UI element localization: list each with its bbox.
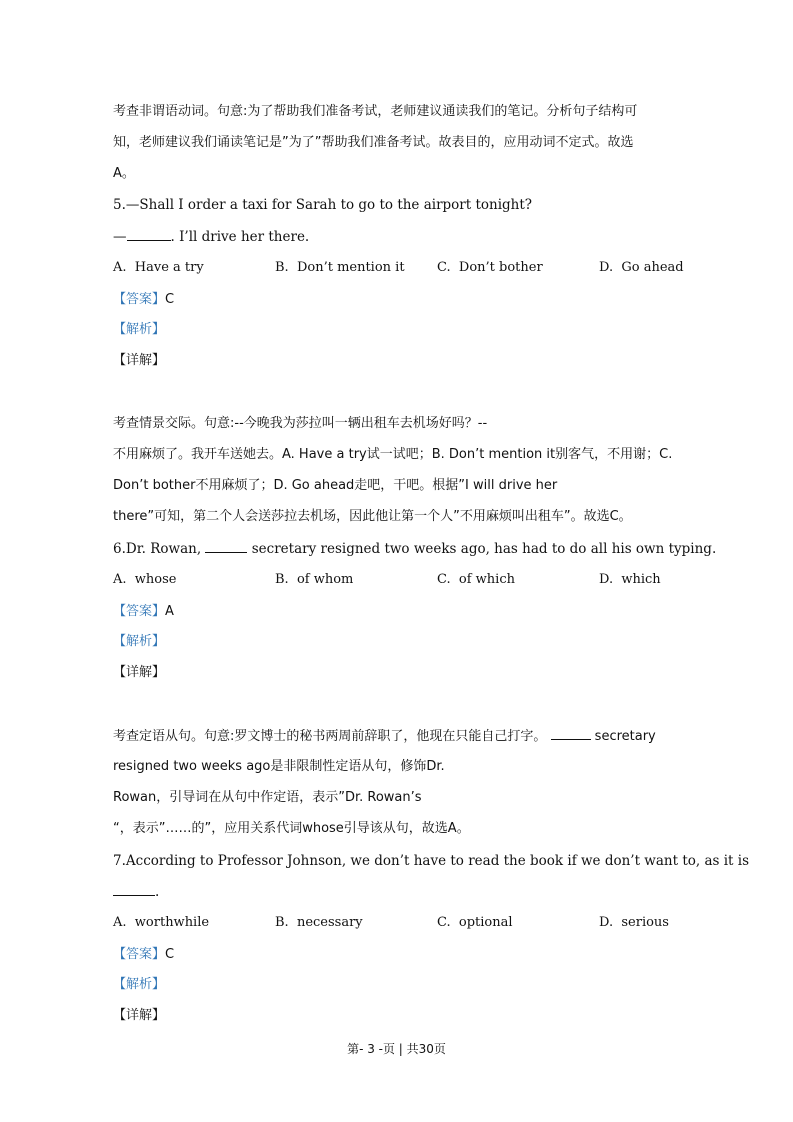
q5-answer: 【答案】C bbox=[113, 292, 175, 307]
q5-option-c: C. Don’t bother bbox=[437, 260, 543, 275]
q6-option-a: A. whose bbox=[113, 572, 177, 587]
q6-detail-label: 【详解】 bbox=[113, 665, 166, 680]
question-6-stem: 6.Dr. Rowan, secretary resigned two weeks ago, has had to do all his own typing. bbox=[113, 541, 717, 557]
q6-option-d: D. which bbox=[599, 572, 661, 587]
q6-option-c: C. of which bbox=[437, 572, 515, 587]
answer-blank bbox=[127, 228, 171, 241]
q5-explanation-line: Don’t bother不用麻烦了；D. Go ahead走吧，干吧。根据”I will drive her bbox=[113, 478, 558, 493]
q7-option-d: D. serious bbox=[599, 915, 669, 930]
q7-option-a: A. worthwhile bbox=[113, 915, 210, 930]
question-7-blank-line: . bbox=[113, 883, 159, 901]
answer-blank bbox=[113, 883, 155, 896]
q5-detail-label: 【详解】 bbox=[113, 353, 166, 368]
q4-explanation-line: 考查非谓语动词。句意:为了帮助我们准备考试，老师建议通读我们的笔记。分析句子结构可 bbox=[113, 104, 638, 119]
q7-answer: 【答案】C bbox=[113, 947, 175, 962]
q7-detail-label: 【详解】 bbox=[113, 1008, 166, 1023]
q5-explanation-line: 考查情景交际。句意:--今晚我为莎拉叫一辆出租车去机场好吗？-- bbox=[113, 416, 488, 431]
q6-explanation-line: “，表示”……的”，应用关系代词whose引导该从句，故选A。 bbox=[113, 821, 470, 836]
q6-explanation-line: Rowan，引导词在从句中作定语，表示”Dr. Rowan’s bbox=[113, 790, 422, 805]
q6-answer: 【答案】A bbox=[113, 604, 174, 619]
page-footer: 第- 3 -页 | 共30页 bbox=[347, 1042, 446, 1056]
q4-explanation-line: A。 bbox=[113, 166, 135, 181]
q5-option-b: B. Don’t mention it bbox=[275, 260, 405, 275]
q5-option-a: A. Have a try bbox=[113, 260, 204, 275]
q6-analysis-label: 【解析】 bbox=[113, 634, 166, 649]
q6-explanation-line: resigned two weeks ago是非限制性定语从句，修饰Dr. bbox=[113, 759, 445, 774]
q4-explanation-line: 知，老师建议我们诵读笔记是”为了”帮助我们准备考试。故表目的，应用动词不定式。故选 bbox=[113, 135, 634, 150]
reply-dash: — bbox=[113, 229, 127, 245]
q7-option-c: C. optional bbox=[437, 915, 513, 930]
q5-option-d: D. Go ahead bbox=[599, 260, 684, 275]
question-7-stem: 7.According to Professor Johnson, we don’t have to read the book if we don’t want to, as it is bbox=[113, 853, 750, 869]
q6-explanation-line: 考查定语从句。句意:罗文博士的秘书两周前辞职了，他现在只能自己打字。 secretary bbox=[113, 729, 656, 744]
answer-blank bbox=[551, 727, 591, 740]
q5-explanation-line: 不用麻烦了。我开车送她去。A. Have a try试一试吧；B. Don’t mention it别客气，不用谢；C. bbox=[113, 447, 673, 462]
reply-text: . I’ll drive her there. bbox=[170, 229, 310, 245]
q7-option-b: B. necessary bbox=[275, 915, 363, 930]
q5-analysis-label: 【解析】 bbox=[113, 322, 166, 337]
question-5-stem: 5.—Shall I order a taxi for Sarah to go to the airport tonight? bbox=[113, 197, 533, 213]
q7-analysis-label: 【解析】 bbox=[113, 977, 166, 992]
question-5-reply bbox=[113, 228, 309, 246]
q6-option-b: B. of whom bbox=[275, 572, 354, 587]
answer-blank bbox=[205, 540, 247, 553]
q5-explanation-line: there”可知，第二个人会送莎拉去机场，因此他让第一个人”不用麻烦叫出租车”。故选C。 bbox=[113, 509, 632, 524]
